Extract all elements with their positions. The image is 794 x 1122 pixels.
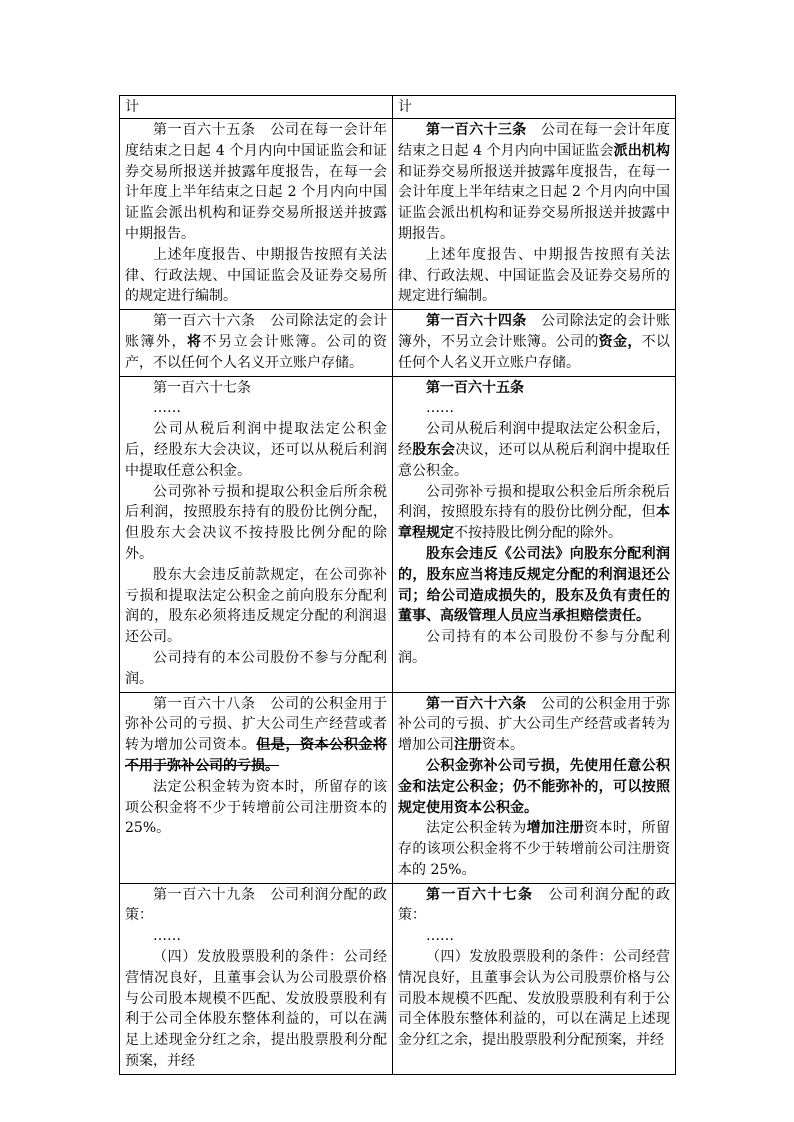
comparison-row [120, 119, 676, 310]
right-version-cell [393, 376, 676, 692]
paragraph [125, 419, 387, 481]
paragraph [398, 245, 670, 307]
text-run: 决议，还可以从税后利润中提取任意公积金。 [398, 441, 671, 479]
text-run: 第一百六十五条 公司在每一会计年度结束之日起 4 个月内向中国证监会和证券交易所报送并披露年度报告，在每一会计年度上半年结束之日起 2 个月内向中国证监会派出机构和证券交易所报送并披露中期报告。 [125, 122, 387, 242]
paragraph [398, 311, 670, 373]
text-run: 公司弥补亏损和提取公积金后所余税后利润，按照股东持有的股份比例分配，但 [398, 483, 670, 521]
carryover-cell-left: 计 [120, 96, 393, 119]
text-run: 第一百六十七条 [426, 886, 534, 903]
paragraph [125, 120, 387, 245]
comparison-row [120, 883, 676, 1074]
comparison-table-body [120, 96, 676, 1075]
text-run: 第一百六十四条 [426, 313, 527, 330]
text-run: 将 [187, 333, 203, 350]
right-version-cell [393, 119, 676, 310]
paragraph [398, 544, 670, 627]
text-run: 第一百六十九条 公司利润分配的政策： [125, 886, 387, 924]
text-run: 公司从税后利润中提取法定公积金后，经股东大会决议，还可以从税后利润中提取任意公积金。 [125, 421, 387, 479]
paragraph [398, 926, 670, 947]
text-run: 第一百六十八条 公司的公积金用于弥补公司的亏损、扩大公司生产经营或者转为增加公司资本。 [125, 695, 387, 754]
text-run: 第一百六十五条 [426, 379, 524, 396]
paragraph [398, 818, 670, 880]
text-run: 股东大会违反前款规定，在公司弥补亏损和提取法定公积金之前向股东分配利润的，股东必须将违反规定分配的利润退还公司。 [125, 566, 387, 646]
paragraph [398, 378, 670, 399]
text-run: 公司的公积金用于弥补公司的亏损、扩大公司生产经营或者转为增加公司 [398, 695, 670, 754]
text-run: 资本。 [482, 737, 524, 754]
left-version-cell [120, 883, 393, 1074]
text-run: 公司在每一会计年度结束之日起 4 个月内向中国证监会 [398, 122, 670, 159]
text-run: 和证券交易所报送并披露年度报告，在每一会计年度上半年结束之日起 2 个月内向中国证监会派出机构和证券交易所报送并披露中期报告。 [398, 163, 670, 242]
left-version-cell [120, 310, 393, 376]
text-run: 本章程规定 [398, 504, 670, 542]
comparison-row [120, 376, 676, 692]
paragraph [398, 419, 670, 481]
paragraph [398, 885, 670, 927]
paragraph [398, 627, 670, 669]
text-run: （四）发放股票股利的条件：公司经营情况良好，且董事会认为公司股票价格与公司股本规模不匹配、发放股票股利有利于公司全体股东整体利益的，可以在满足上述现金分红之余，提出股票股利分配预案，并经 [398, 949, 670, 1049]
text-run: …… [426, 928, 454, 945]
text-run: 公积金弥补公司亏损，先使用任意公积金和法定公积金；仍不能弥补的，可以按照规定使用资本公积金。 [398, 757, 670, 816]
text-run: 上述年度报告、中期报告按照有关法律、行政法规、中国证监会及证券交易所的规定进行编制。 [398, 246, 670, 305]
text-run: 资金， [598, 333, 642, 350]
text-run: （四）发放股票股利的条件：公司经营情况良好，且董事会认为公司股票价格与公司股本规模不匹配、发放股票股利有利于公司全体股东整体利益的，可以在满足上述现金分红之余，提出股票股利分配预案，并经 [125, 949, 387, 1070]
text-run: 不以任何个人名义开立账户存储。 [398, 333, 671, 371]
text-run: …… [426, 400, 454, 417]
comparison-row [120, 692, 676, 883]
text-run: 股东会违反《公司法》向股东分配利润的，股东应当将违反规定分配的利润退还公司；给公司造成损失的，股东及负有责任的董事、高级管理人员应当承担赔偿责任。 [398, 545, 670, 625]
paragraph [398, 120, 670, 245]
text-run: 增加注册 [526, 820, 585, 837]
text-run: 第一百六十六条 公司除法定的会计账簿外， [125, 313, 387, 350]
text-run: 第一百六十三条 [426, 122, 527, 138]
paragraph [125, 482, 387, 565]
right-version-cell [393, 310, 676, 376]
text-run: 公司利润分配的政策： [398, 886, 671, 924]
paragraph [125, 694, 387, 777]
text-run: 公司从税后利润中提取法定公积金后，经 [398, 421, 670, 458]
paragraph [125, 926, 387, 947]
text-run: 公司持有的本公司股份不参与分配利润。 [125, 649, 387, 687]
text-run: 第一百六十六条 [426, 695, 527, 712]
text-run: 不按持股比例分配的除外。 [454, 525, 622, 542]
paragraph [125, 245, 387, 307]
paragraph [125, 398, 387, 419]
paragraph [125, 311, 387, 373]
paragraph [125, 648, 387, 690]
text-run: 上述年度报告、中期报告按照有关法律、行政法规、中国证监会及证券交易所的规定进行编制。 [125, 246, 387, 305]
text-run: 公司弥补亏损和提取公积金后所余税后利润，按照股东持有的股份比例分配，但股东大会决议不按持股比例分配的除外。 [125, 483, 387, 562]
text-run: 公司持有的本公司股份不参与分配利润。 [398, 629, 670, 666]
paragraph [125, 777, 387, 839]
paragraph [398, 756, 670, 818]
text-run: 公司除法定的会计账簿外，不另立会计账簿。公司的 [398, 313, 670, 350]
text-run: …… [153, 928, 181, 945]
paragraph [125, 565, 387, 648]
paragraph [398, 947, 670, 1051]
paragraph [398, 398, 670, 419]
left-version-cell [120, 692, 393, 883]
text-run: 不另立会计账簿。公司的资产，不以任何个人名义开立账户存储。 [125, 333, 387, 371]
text-run: 注册 [454, 737, 482, 754]
right-version-cell [393, 883, 676, 1074]
text-run: 资本时，所留存的该项公积金将不少于转增前公司注册资本的 25%。 [398, 820, 670, 878]
left-version-cell [120, 119, 393, 310]
text-run: 派出机构 [613, 142, 671, 159]
left-version-cell [120, 376, 393, 692]
carryover-cell-right: 计 [393, 96, 676, 119]
paragraph [125, 885, 387, 927]
text-run: …… [153, 400, 181, 417]
text-run: 股东会 [412, 441, 456, 458]
text-run: 但是，资本公积金将不用于弥补公司的亏损。 [125, 737, 388, 774]
text-run: 法定公积金转为资本时，所留存的该项公积金将不少于转增前公司注册资本的 25%。 [125, 778, 387, 837]
paragraph [398, 694, 670, 756]
carryover-row [120, 96, 676, 119]
text-run: 法定公积金转为 [426, 820, 527, 837]
right-version-cell [393, 692, 676, 883]
paragraph [125, 378, 387, 399]
comparison-table [119, 95, 676, 1075]
paragraph [125, 947, 387, 1072]
text-run: 第一百六十七条 [153, 379, 251, 396]
comparison-row [120, 310, 676, 376]
paragraph [398, 482, 670, 544]
